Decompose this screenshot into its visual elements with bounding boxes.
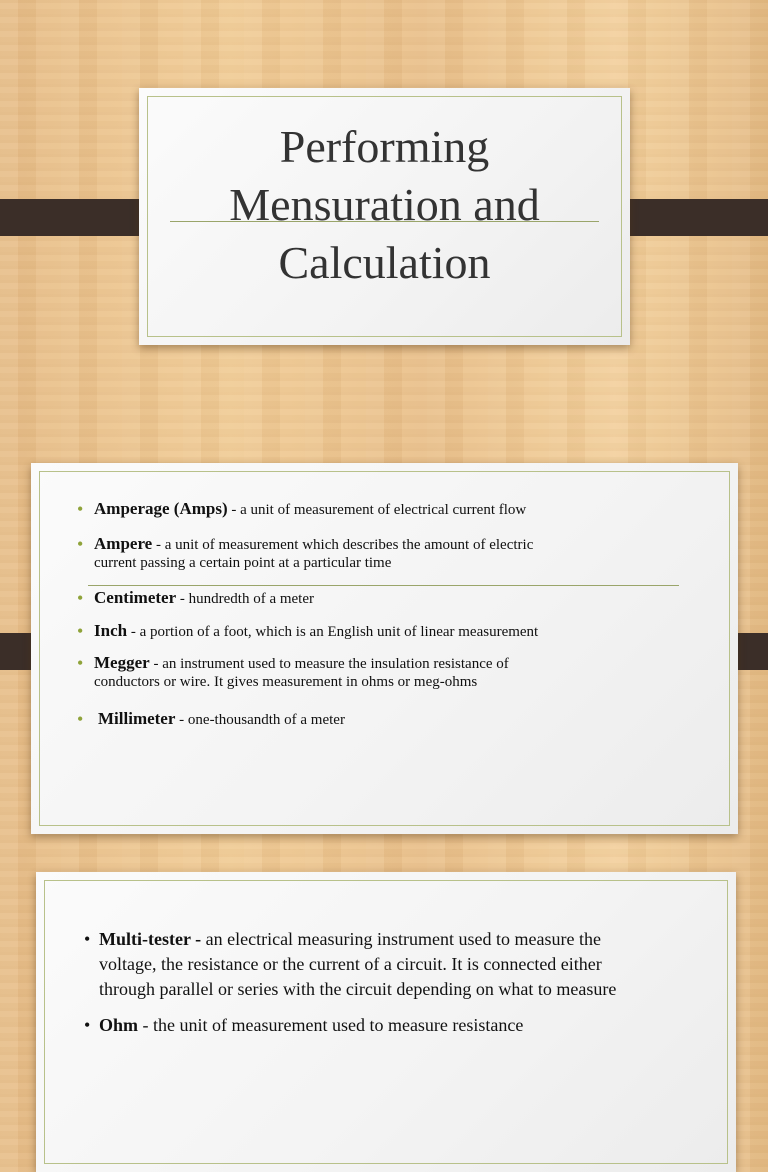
list-item: • Multi-tester - an electrical measuring instrument used to measure the voltage, the resistance or the current of a circuit. It is connected either through parallel or series with the circuit depending on what to measure [84,929,617,999]
slide-1 [0,0,768,432]
bullet-icon: • [77,499,84,519]
right-ribbon [613,199,768,236]
definitions-card [31,463,738,834]
list-item: • Megger - an instrument used to measure the insulation resistance of conductors or wire. It gives measurement in ohms or meg-ohms [77,653,509,690]
bullet-icon: • [77,534,84,554]
list-item: • Millimeter - one-thousandth of a meter [77,709,345,729]
bullet-icon: • [77,653,84,673]
list-item: • Centimeter - hundredth of a meter [77,588,314,608]
list-item: • Amperage (Amps) - a unit of measurement of electrical current flow [77,499,527,519]
bullet-icon: • [77,709,84,729]
list-item: • Inch - a portion of a foot, which is an English unit of linear measurement [77,621,539,641]
left-ribbon [0,199,156,236]
slide-title: Performing Mensuration and Calculation [229,121,540,288]
list-item: • Ampere - a unit of measurement which describes the amount of electric current passing a certain point at a particular time [77,534,534,571]
bullet-icon: • [77,621,84,641]
list-item: • Ohm - the unit of measurement used to measure resistance [99,1013,729,1038]
title-card [139,88,630,345]
bullet-icon: • [77,588,84,608]
slide-3 [0,864,768,1035]
definitions-card-2 [36,872,736,1172]
slide-2 [0,432,768,864]
bullet-icon: • [84,929,91,949]
bullet-icon: • [84,1015,91,1035]
definition-list [77,499,714,739]
definition-list-2 [84,927,729,1038]
